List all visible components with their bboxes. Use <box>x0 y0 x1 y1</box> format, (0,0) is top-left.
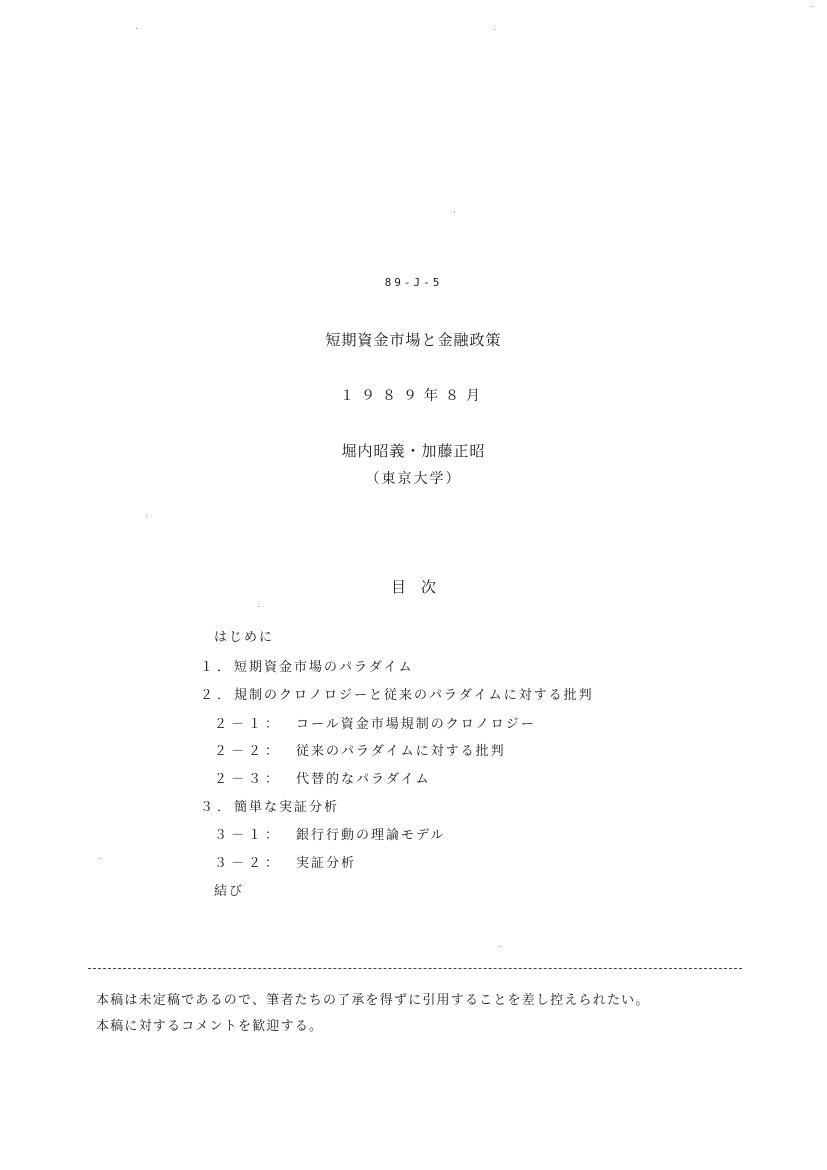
footer-note: 本稿に対するコメントを歓迎する。 <box>96 1019 324 1034</box>
toc-item <box>214 852 356 871</box>
toc-item-label: コール資金市場規制のクロノロジー <box>296 717 536 732</box>
footer-note: 本稿は未定稿であるので、筆者たちの了承を得ずに引用することを差し控えられたい。 <box>96 993 650 1008</box>
scan-speck <box>136 28 137 29</box>
scan-speck <box>500 946 501 947</box>
scan-speck <box>258 606 259 607</box>
document-title: 短期資金市場と金融政策 <box>325 331 502 349</box>
toc-item-label: 実証分析 <box>296 856 357 871</box>
toc-item-number: ３－１： <box>214 828 283 843</box>
toc-item-label: 短期資金市場のパラダイム <box>234 660 414 675</box>
toc-item <box>200 796 339 815</box>
toc-heading: 目 次 <box>390 578 436 596</box>
report-number: 89-J-5 <box>384 276 443 289</box>
toc-item <box>214 768 431 787</box>
scan-speck <box>146 516 147 517</box>
toc-item-label: 結び <box>214 884 245 899</box>
toc-item-number: ３． <box>200 800 235 815</box>
toc-item <box>214 880 244 899</box>
toc-item-number: ２－１： <box>214 717 283 732</box>
scan-speck <box>812 6 813 7</box>
affiliation: （東京大学） <box>365 471 462 487</box>
toc-item-number: １． <box>200 660 235 675</box>
toc-item-number: ３－２： <box>214 856 283 871</box>
scan-speck <box>100 858 101 859</box>
authors: 堀内昭義・加藤正昭 <box>341 442 486 460</box>
toc-item <box>200 656 414 675</box>
toc-item <box>214 713 536 732</box>
toc-item-label: 従来のパラダイムに対する批判 <box>296 744 506 759</box>
footer-divider <box>88 968 742 969</box>
toc-item-label: 簡単な実証分析 <box>234 800 340 815</box>
toc-item-label: 代替的なパラダイム <box>296 772 431 787</box>
toc-item-label: 規制のクロノロジーと従来のパラダイムに対する批判 <box>234 688 594 703</box>
toc-item <box>214 626 274 645</box>
toc-item-number: ２－２： <box>214 744 283 759</box>
toc-item <box>214 740 506 759</box>
toc-item <box>200 684 594 703</box>
toc-item-number: ２－３： <box>214 772 283 787</box>
toc-item-number: ２． <box>200 688 235 703</box>
toc-item-label: はじめに <box>214 630 275 645</box>
scan-speck <box>494 29 495 30</box>
document-date: １９８９年８月 <box>340 388 487 404</box>
toc-item-label: 銀行行動の理論モデル <box>296 828 446 843</box>
scan-speck <box>454 211 455 212</box>
toc-item <box>214 824 445 843</box>
